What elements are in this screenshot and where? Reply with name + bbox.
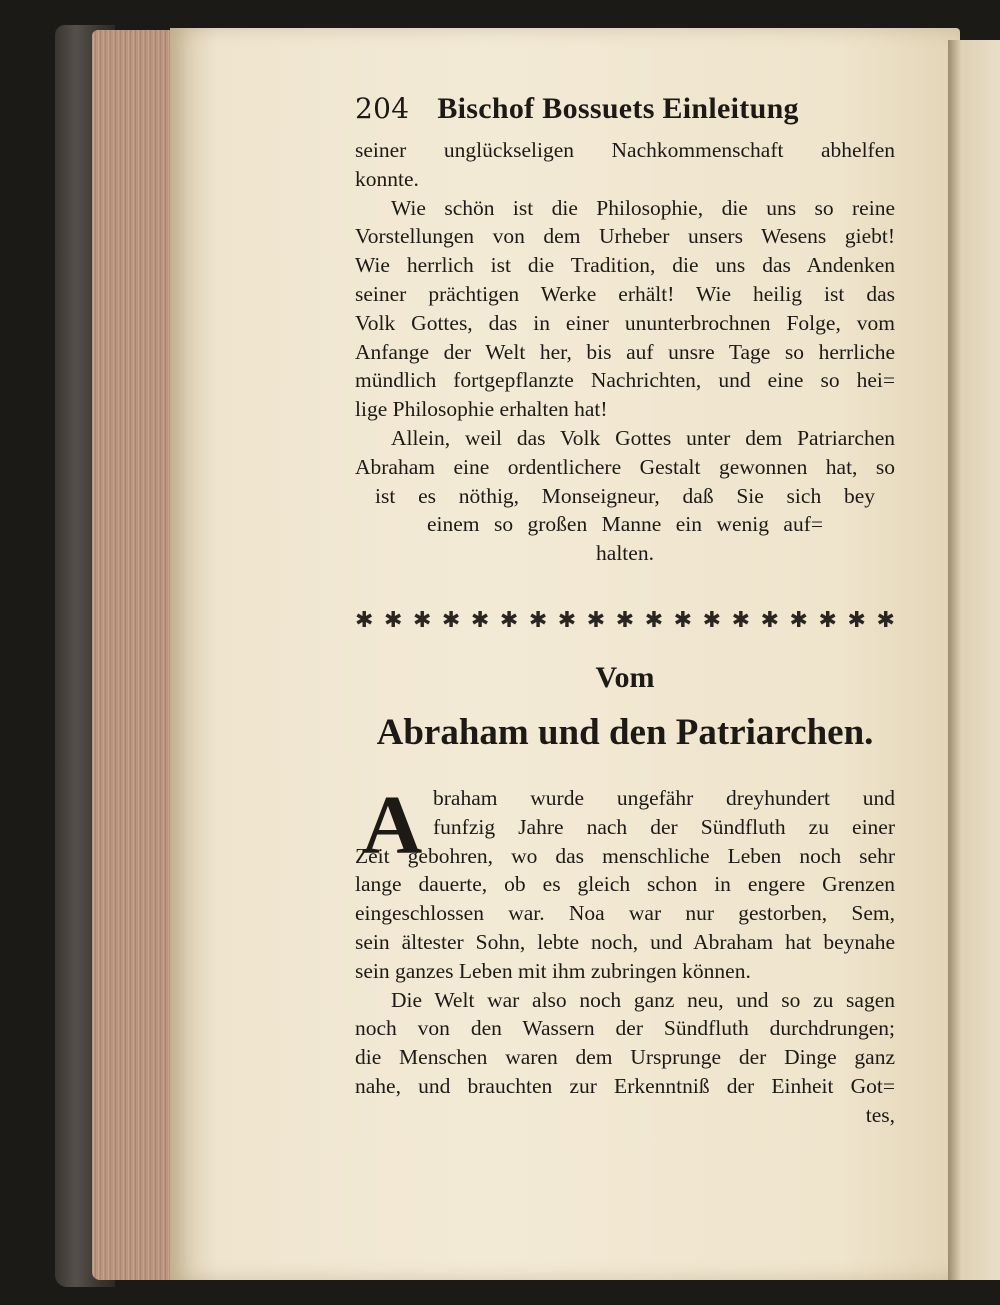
paragraph-philosophy bbox=[355, 194, 895, 424]
text-line: Vorstellungen von dem Urheber unsers Wesens giebt! bbox=[355, 224, 895, 249]
text-line: sein ganzes Leben mit ihm zubringen können. bbox=[355, 958, 751, 983]
ornament-star-icon: ✱ bbox=[818, 607, 837, 633]
ornament-star-icon: ✱ bbox=[586, 607, 606, 633]
page-text-block bbox=[355, 92, 895, 1130]
text-line: funfzig Jahre nach der Sündfluth zu einer bbox=[433, 814, 895, 839]
ornament-star-icon: ✱ bbox=[702, 607, 722, 633]
paragraph-world bbox=[355, 986, 895, 1101]
text-line: einem so großen Manne ein wenig auf= bbox=[427, 512, 823, 537]
ornament-star-icon: ✱ bbox=[615, 607, 635, 633]
text-line: Wie herrlich ist die Tradition, die uns das Andenken bbox=[355, 253, 895, 278]
text-line: seiner unglückseligen Nachkommenschaft abhelfen bbox=[355, 138, 895, 162]
running-title: Bischof Bossuets Einleitung bbox=[437, 92, 799, 125]
text-line: mündlich fortgepflanzte Nachrichten, und eine so hei= bbox=[355, 368, 895, 393]
text-line: Wie schön ist die Philosophie, die uns so reine bbox=[391, 195, 895, 220]
ornament-star-icon: ✱ bbox=[441, 607, 461, 633]
page-number: 204 bbox=[355, 92, 410, 125]
text-line: Die Welt war also noch ganz neu, und so zu sagen bbox=[391, 987, 895, 1012]
paragraph-continuation bbox=[355, 136, 895, 194]
section-title-small: Vom bbox=[595, 660, 655, 694]
facing-page-edge bbox=[948, 40, 1000, 1280]
ornament-star-icon: ✱ bbox=[355, 607, 374, 633]
ornament-star-icon: ✱ bbox=[412, 607, 432, 633]
ornament-divider bbox=[355, 608, 895, 633]
text-line: Abraham eine ordentlichere Gestalt gewonnen hat, so bbox=[355, 454, 895, 479]
ornament-star-icon: ✱ bbox=[876, 607, 895, 633]
text-line: seiner prächtigen Werke erhält! Wie heilig ist das bbox=[355, 281, 895, 306]
ornament-star-icon: ✱ bbox=[470, 607, 490, 633]
text-line: lange dauerte, ob es gleich schon in engere Grenzen bbox=[355, 872, 895, 897]
text-line: lige Philosophie erhalten hat! bbox=[355, 397, 608, 422]
text-line: braham wurde ungefähr dreyhundert und bbox=[433, 785, 895, 810]
text-line: konnte. bbox=[355, 166, 419, 191]
text-line: Volk Gottes, das in einer ununterbrochnen Folge, vom bbox=[355, 310, 895, 335]
drop-cap: A bbox=[361, 778, 423, 872]
text-line: nahe, und brauchten zur Erkenntniß der Einheit Got= bbox=[355, 1073, 895, 1098]
text-line: sein ältester Sohn, lebte noch, und Abraham hat beynahe bbox=[355, 929, 895, 954]
text-line: Allein, weil das Volk Gottes unter dem Patriarchen bbox=[391, 425, 895, 450]
text-line: ist es nöthig, Monseigneur, daß Sie sich bey bbox=[375, 483, 875, 508]
text-line: die Menschen waren dem Ursprunge der Dinge ganz bbox=[355, 1045, 895, 1070]
ornament-star-icon: ✱ bbox=[499, 607, 519, 633]
running-head bbox=[355, 92, 895, 126]
ornament-star-icon: ✱ bbox=[789, 607, 808, 633]
text-line: Zeit gebohren, wo das menschliche Leben noch sehr bbox=[355, 843, 895, 868]
text-line: noch von den Wassern der Sündfluth durchdrungen; bbox=[355, 1016, 895, 1041]
catchword: tes, bbox=[865, 1102, 895, 1127]
text-line: halten. bbox=[596, 541, 654, 566]
ornament-star-icon: ✱ bbox=[528, 607, 548, 633]
ornament-star-icon: ✱ bbox=[383, 607, 403, 633]
ornament-star-icon: ✱ bbox=[673, 607, 693, 633]
paragraph-abraham bbox=[355, 778, 895, 986]
ornament-star-icon: ✱ bbox=[731, 607, 751, 633]
ornament-star-icon: ✱ bbox=[760, 607, 779, 633]
ornament-star-icon: ✱ bbox=[557, 607, 577, 633]
paragraph-abraham-intro bbox=[355, 424, 895, 568]
ornament-star-icon: ✱ bbox=[847, 607, 866, 633]
page-edges bbox=[92, 30, 182, 1280]
section-title-large: Abraham und den Patriarchen. bbox=[376, 711, 874, 753]
text-line: Anfange der Welt her, bis auf unsre Tage so herrliche bbox=[355, 339, 895, 364]
ornament-star-icon: ✱ bbox=[644, 607, 664, 633]
text-line: eingeschlossen war. Noa war nur gestorben, Sem, bbox=[355, 901, 895, 926]
